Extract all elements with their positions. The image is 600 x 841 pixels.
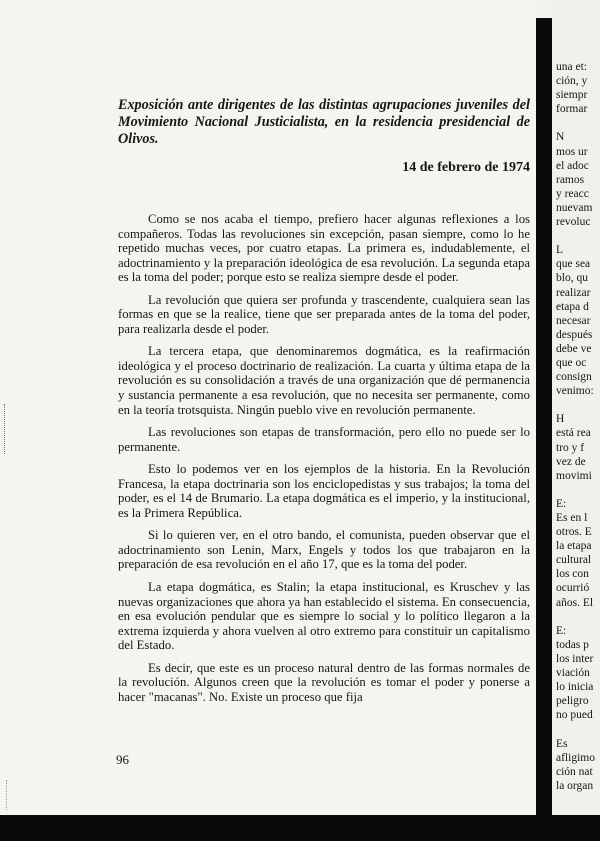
facing-page-line: realizar <box>556 286 591 299</box>
facing-page-line: formar <box>556 103 588 116</box>
page-number: 96 <box>116 752 129 767</box>
facing-page-line: etapa d <box>556 300 589 313</box>
facing-page-line <box>556 610 600 624</box>
facing-page-line: que oc <box>556 356 587 369</box>
paragraph: Es decir, que este es un proceso natural dentro de las formas normales de la revolución. Algunos creen que la revolución es tomar el poder y ponerse a hacer "macanas". No. Existe un proceso que fija <box>118 660 530 704</box>
facing-page-line: los inter <box>556 652 594 665</box>
facing-page-line: mos ur <box>556 145 588 158</box>
facing-page-line: los con <box>556 568 589 581</box>
body-text <box>118 212 530 712</box>
facing-page-line: movimi <box>556 469 592 482</box>
facing-page-line: N <box>556 131 565 144</box>
facing-page-line: debe ve <box>556 342 592 355</box>
paragraph: Esto lo podemos ver en los ejemplos de la historia. En la Revolución Francesa, la etapa doctrinaria son los enciclopedistas y sus trabajos; la toma del poder, es el 14 de Brumario. La etapa dogmática es el imperio, y la institucional, es la Primera República. <box>118 462 530 520</box>
facing-page-line: venimo: <box>556 385 594 398</box>
facing-page-line: viación <box>556 667 590 680</box>
facing-page-line: E: <box>556 497 567 510</box>
facing-page-line: que sea <box>556 258 591 271</box>
facing-page-line: Es <box>556 737 568 750</box>
facing-page-line: Es en l <box>556 512 588 524</box>
paragraph: Si lo quieren ver, en el otro bando, el comunista, pueden observar que el adoctrinamiento son Lenin, Marx, Engels y todos los que trabajaron en la preparación de esa revolución en el año 17, que es la toma del poder. <box>118 528 530 572</box>
facing-page-line <box>556 229 600 243</box>
facing-page-line: afligimo <box>556 751 595 764</box>
facing-page-line: vez de <box>556 455 586 468</box>
facing-page-line: y reacc <box>556 187 589 200</box>
facing-page-line: ocurrió <box>556 582 590 595</box>
facing-page-line: peligro <box>556 695 589 708</box>
facing-page-line: tro y f <box>556 441 585 454</box>
facing-page-text <box>556 60 600 793</box>
facing-page-line: revoluc <box>556 216 591 229</box>
facing-page-line: ramos <box>556 173 585 186</box>
bottom-scan-border <box>0 815 600 841</box>
facing-page-line: L <box>556 244 564 257</box>
facing-page-line: años. El <box>556 596 594 609</box>
facing-page-line: la etapa <box>556 540 592 553</box>
paragraph: La tercera etapa, que denominaremos dogmática, es la reafirmación ideológica y el proceso doctrinario de realización. La cuarta y última etapa de la revolución es su consolidación a través de una organización que dé permanencia y sustancia permanente a esa revolución, que no necesita ser permanente, como en la teoría trotsquista. Ningún pueblo vive en revolución permanente. <box>118 344 530 417</box>
facing-page-line: está rea <box>556 427 591 440</box>
facing-page-line: lo inicia <box>556 681 594 694</box>
facing-page-line <box>556 483 600 497</box>
facing-page-line <box>556 116 600 130</box>
paragraph: La revolución que quiera ser profunda y trascendente, cualquiera sean las formas en que se la realice, tiene que ser preparada antes de la toma del poder, para realizarla desde el poder. <box>118 292 530 336</box>
paragraph: Las revoluciones son etapas de transformación, pero ello no puede ser lo permanente. <box>118 425 530 454</box>
facing-page-line: nuevam <box>556 201 593 214</box>
scan-smudge <box>4 404 8 454</box>
facing-page-line: otros. E <box>556 526 592 539</box>
facing-page-line: ción, y <box>556 75 588 88</box>
facing-page-line: una et: <box>556 61 587 73</box>
book-gutter-shadow <box>536 18 552 815</box>
facing-page-line: no pued <box>556 709 593 722</box>
facing-page-line <box>556 398 600 412</box>
facing-page-line: E: <box>556 624 567 637</box>
facing-page-line <box>556 722 600 736</box>
paragraph: Como se nos acaba el tiempo, prefiero hacer algunas reflexiones a los compañeros. Todas las revoluciones sin excepción, pasan siempre, como lo he repetido muchas veces, por cuatro etapas. La primera es, indudablemente, el adoctrinamiento y la preparación ideológica de esa revolución. La segunda etapa es la toma del poder; porque esto se realiza siempre desde el poder. <box>118 212 530 285</box>
document-heading: Exposición ante dirigentes de las distintas agrupaciones juveniles del Movimiento Nacional Justicialista, en la residencia presidencial de Olivos. <box>118 97 530 147</box>
facing-page-line: el adoc <box>556 159 589 172</box>
facing-page-line: ción nat <box>556 765 593 778</box>
facing-page-line: necesar <box>556 314 591 327</box>
paragraph: La etapa dogmática, es Stalin; la etapa institucional, es Kruschev y las nuevas organizaciones que ahora ya han establecido el sistema. En consecuencia, en esa evolución pendular que es siempre lo social y lo político llegaron a la extrema izquierda y ahora vuelven al otro extremo para constituir un capitalismo del Estado. <box>118 580 530 653</box>
facing-page-line: cultural <box>556 554 592 567</box>
document-date: 14 de febrero de 1974 <box>402 160 530 175</box>
facing-page-line: la organ <box>556 779 594 792</box>
facing-page-line: todas p <box>556 638 589 651</box>
facing-page-line: blo, qu <box>556 272 588 285</box>
facing-page-line: después <box>556 328 593 341</box>
facing-page-line: consign <box>556 371 592 384</box>
facing-page-line: H <box>556 413 565 426</box>
scan-smudge <box>6 780 9 810</box>
facing-page-line: siempr <box>556 89 588 102</box>
